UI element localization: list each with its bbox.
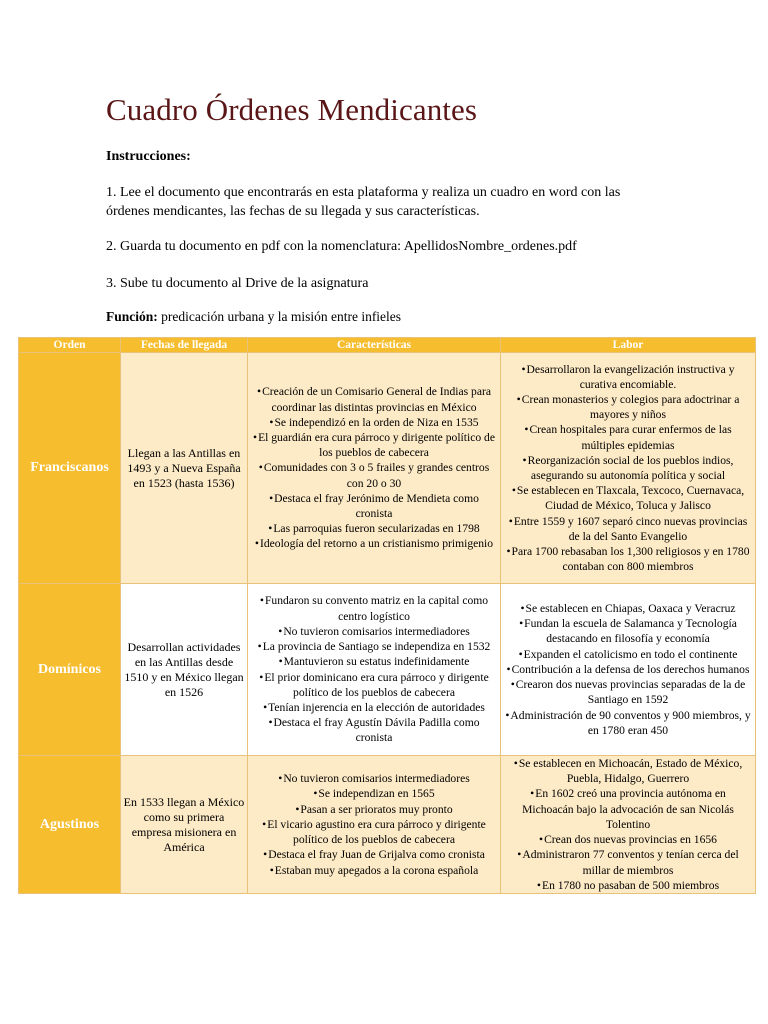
bullet-item: • Crean hospitales para curar enfermos de las múltiples epidemias	[503, 422, 753, 452]
instructions-label: Instrucciones:	[106, 149, 191, 164]
caracteristicas-cell	[248, 756, 501, 894]
bullet-item: • Mantuvieron su estatus indefinidamente	[250, 654, 498, 669]
bullet-item: • Se establecen en Chiapas, Oaxaca y Veracruz	[503, 601, 753, 616]
header-labor: Labor	[501, 338, 756, 353]
bullet-item: • Se establecen en Tlaxcala, Texcoco, Cuernavaca, Ciudad de México, Toluca y Jalisco	[503, 483, 753, 513]
bullet-item: • No tuvieron comisarios intermediadores	[250, 624, 498, 639]
bullet-item: • El prior dominicano era cura párroco y dirigente político de los pueblos de cabecera	[250, 670, 498, 700]
bullet-item: • El guardián era cura párroco y dirigente político de los pueblos de cabecera	[250, 430, 498, 460]
bullet-item: • Comunidades con 3 o 5 frailes y grandes centros con 20 o 30	[250, 460, 498, 490]
labor-cell	[501, 584, 756, 756]
bullet-item: • Fundan la escuela de Salamanca y Tecnología destacando en filosofía y economía	[503, 616, 753, 646]
bullet-item: • Administraron 77 conventos y tenían cerca del millar de miembros	[503, 847, 753, 877]
bullet-item: • Reorganización social de los pueblos indios, asegurando su autonomía política y social	[503, 453, 753, 483]
bullet-item: • Estaban muy apegados a la corona española	[250, 863, 498, 878]
instruction-3: 3. Sube tu documento al Drive de la asignatura	[106, 276, 369, 291]
bullet-item: • En 1602 creó una provincia autónoma en Michoacán bajo la advocación de san Nicolás Tolentino	[503, 786, 753, 832]
funcion-label: Función:	[106, 309, 158, 324]
bullet-item: • Pasan a ser prioratos muy pronto	[250, 802, 498, 817]
bullet-item: • En 1780 no pasaban de 500 miembros	[503, 878, 753, 893]
table-row	[19, 584, 756, 756]
bullet-item: • Se establecen en Michoacán, Estado de México, Puebla, Hidalgo, Guerrero	[503, 756, 753, 786]
fechas-cell: Llegan a las Antillas en 1493 y a Nueva España en 1523 (hasta 1536)	[121, 353, 248, 584]
bullet-item: • Ideología del retorno a un cristianismo primigenio	[250, 536, 498, 551]
bullet-item: • Entre 1559 y 1607 separó cinco nuevas provincias de la del Santo Evangelio	[503, 514, 753, 544]
fechas-cell: Desarrollan actividades en las Antillas desde 1510 y en México llegan en 1526	[121, 584, 248, 756]
header-caracteristicas: Características	[248, 338, 501, 353]
bullet-item: • Destaca el fray Jerónimo de Mendieta como cronista	[250, 491, 498, 521]
caracteristicas-cell	[248, 353, 501, 584]
bullet-item: • No tuvieron comisarios intermediadores	[250, 771, 498, 786]
ordenes-table	[18, 337, 756, 894]
bullet-item: • Crean dos nuevas provincias en 1656	[503, 832, 753, 847]
caracteristicas-cell	[248, 584, 501, 756]
table-row	[19, 353, 756, 584]
bullet-item: • Desarrollaron la evangelización instructiva y curativa encomiable.	[503, 362, 753, 392]
bullet-item: • Fundaron su convento matriz en la capital como centro logístico	[250, 593, 498, 623]
table-row	[19, 756, 756, 894]
document-title: Cuadro Órdenes Mendicantes	[106, 92, 478, 127]
orden-cell: Franciscanos	[19, 353, 121, 584]
bullet-item: • Destaca el fray Agustín Dávila Padilla como cronista	[250, 715, 498, 745]
funcion-line	[106, 309, 401, 325]
bullet-item: • Expanden el catolicismo en todo el continente	[503, 647, 753, 662]
bullet-item: • Creación de un Comisario General de Indias para coordinar las distintas provincias en México	[250, 384, 498, 414]
bullet-item: • Destaca el fray Juan de Grijalva como cronista	[250, 847, 498, 862]
bullet-item: • Las parroquias fueron secularizadas en 1798	[250, 521, 498, 536]
bullet-item: • Crearon dos nuevas provincias separadas de la de Santiago en 1592	[503, 677, 753, 707]
table-header-row	[19, 338, 756, 353]
labor-cell	[501, 353, 756, 584]
bullet-item: • Para 1700 rebasaban los 1,300 religiosos y en 1780 contaban con 800 miembros	[503, 544, 753, 574]
funcion-text: predicación urbana y la misión entre infieles	[157, 309, 402, 324]
bullet-item: • Se independizan en 1565	[250, 786, 498, 801]
bullet-item: • Se independizó en la orden de Niza en 1535	[250, 415, 498, 430]
instruction-2: 2. Guarda tu documento en pdf con la nomenclatura: ApellidosNombre_ordenes.pdf	[106, 239, 577, 254]
bullet-item: • Contribución a la defensa de los derechos humanos	[503, 662, 753, 677]
bullet-item: • Crean monasterios y colegios para adoctrinar a mayores y niños	[503, 392, 753, 422]
fechas-cell: En 1533 llegan a México como su primera empresa misionera en América	[121, 756, 248, 894]
header-fechas: Fechas de llegada	[121, 338, 248, 353]
bullet-item: • La provincia de Santiago se independiza en 1532	[250, 639, 498, 654]
bullet-item: • Administración de 90 conventos y 900 miembros, y en 1780 eran 450	[503, 708, 753, 738]
bullet-item: • El vicario agustino era cura párroco y dirigente político de los pueblos de cabecera	[250, 817, 498, 847]
instruction-1: 1. Lee el documento que encontrarás en esta plataforma y realiza un cuadro en word con las órdenes mendicantes, las fechas de su llegada y sus características.	[106, 185, 621, 219]
header-orden: Orden	[19, 338, 121, 353]
orden-cell: Agustinos	[19, 756, 121, 894]
orden-cell: Domínicos	[19, 584, 121, 756]
bullet-item: • Tenían injerencia en la elección de autoridades	[250, 700, 498, 715]
labor-cell	[501, 756, 756, 894]
